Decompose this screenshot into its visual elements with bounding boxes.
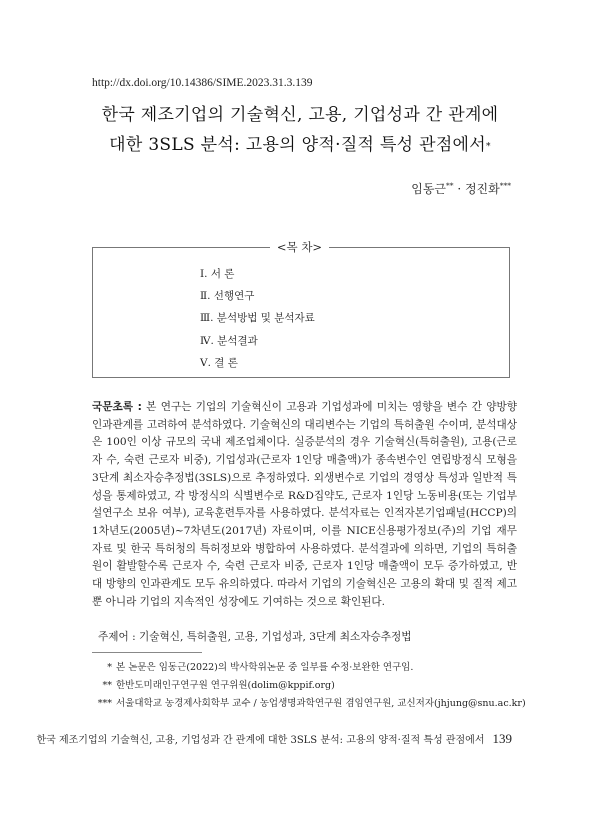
author-2-mark: *** — [499, 181, 511, 190]
page-number: 139 — [492, 731, 512, 746]
doi-link[interactable]: http://dx.doi.org/10.14386/SIME.2023.31.3.139 — [92, 77, 313, 89]
title-footnote-mark: * — [486, 142, 491, 152]
footnote-1 — [92, 659, 526, 677]
author-2: 정진화 — [464, 182, 500, 196]
toc-item-literature: Ⅱ. 선행연구 — [200, 290, 255, 303]
title-line-2-text: 대한 3SLS 분석: 고용의 양적·질적 특성 관점에서 — [109, 135, 486, 155]
footnote-2-text: 한반도미래인구연구원 연구위원(dolim@kppif.org) — [116, 680, 335, 691]
footnote-3-mark: *** — [97, 698, 112, 709]
abstract — [92, 399, 517, 611]
footnote-1-mark: * — [107, 662, 112, 673]
toc-item-methods: Ⅲ. 분석방법 및 분석자료 — [200, 312, 315, 325]
abstract-label: 국문초록 : — [92, 401, 142, 413]
footnote-3 — [92, 695, 526, 713]
author-list — [411, 180, 511, 197]
toc-item-introduction: Ⅰ. 서 론 — [200, 268, 235, 280]
author-1: 임동근 — [411, 182, 447, 196]
toc-item-results: Ⅳ. 분석결과 — [200, 334, 258, 347]
title-line-2 — [60, 130, 540, 160]
abstract-text: 본 연구는 기업의 기술혁신이 고용과 기업성과에 미치는 영향을 변수 간 양방향 인과관계를 고려하여 분석하였다. 기술혁신의 대리변수는 기업의 특허출원 수이며, 분석대상은 100인 이상 규모의 국내 제조업체이다. 실증분석의 경우 기술혁신(특허출원), 고용(근로자 수, 숙련 근로자 비중), 기업성과(근로자 1인당 매출액)가 종속변수인 연립방정식 모형을 3단계 최소자승추정법(3SLS)으로 추정하였다. 외생변수로 기업의 경영상 특성과 일반적 특성을 통제하였고, 각 방정식의 식별변수로 R&D집약도, 근로자 1인당 노동비용(또는 기업부설연구소 보유 여부), 교육훈련투자를 사용하였다. 분석자료는 인적자본기업패널(HCCP)의 1차년도(2005년)~7차년도(2017년) 자료이며, 이를 NICE신용평가정보(주)의 기업 재무자료 및 한국 특허청의 특허정보와 병합하여 사용하였다. 분석결과에 의하면, 기업의 특허출원이 활발할수록 근로자 수, 숙련 근로자 비중, 근로자 1인당 매출액이 모두 증가하였고, 반대 방향의 인과관계도 모두 유의하였다. 따라서 기업의 기술혁신은 고용의 확대 및 질적 제고뿐 아니라 기업의 지속적인 성장에도 기여하는 것으로 확인된다. — [92, 401, 517, 608]
paper-title — [60, 100, 540, 160]
footnote-1-text: 본 논문은 임동근(2022)의 박사학위논문 중 일부를 수정·보완한 연구임. — [116, 662, 414, 673]
toc-list — [200, 263, 315, 374]
footnote-3-text: 서울대학교 농경제사회학부 교수 / 농업생명과학연구원 겸임연구원, 교신저자(jhjung@snu.ac.kr) — [116, 698, 526, 709]
toc-item-conclusion: Ⅴ. 결 론 — [200, 356, 238, 369]
author-separator: · — [453, 182, 465, 196]
running-footer-title: 한국 제조기업의 기술혁신, 고용, 기업성과 간 관계에 대한 3SLS 분석: 고용의 양적·질적 특성 관점에서 — [36, 735, 485, 746]
title-line-1: 한국 제조기업의 기술혁신, 고용, 기업성과 간 관계에 — [101, 105, 499, 125]
keywords: 주제어 : 기술혁신, 특허출원, 고용, 기업성과, 3단계 최소자승추정법 — [98, 631, 412, 643]
footnotes — [92, 659, 526, 713]
footnote-2 — [92, 677, 526, 695]
footnote-divider — [92, 652, 202, 653]
author-1-mark: ** — [446, 181, 454, 190]
running-footer — [0, 731, 512, 747]
footnote-2-mark: ** — [102, 680, 112, 691]
toc-title: <목 차> — [276, 240, 323, 254]
